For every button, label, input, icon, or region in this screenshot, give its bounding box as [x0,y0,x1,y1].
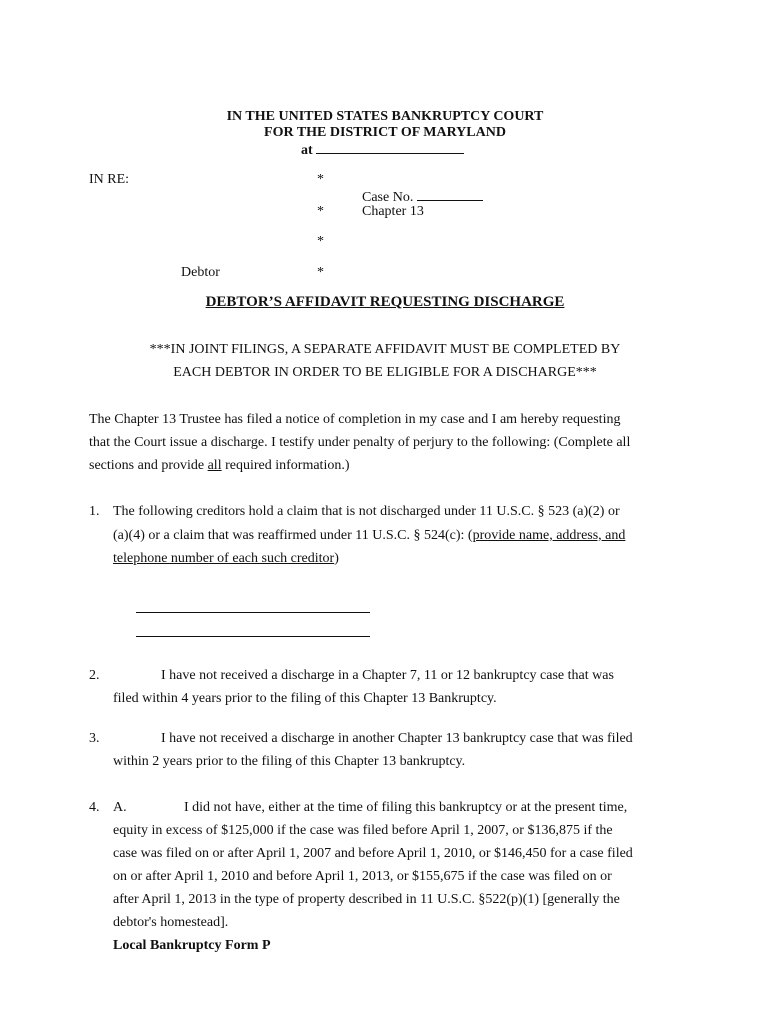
intro-all-emphasis: all [207,458,222,473]
intro-line3-text: sections and provide [89,458,208,473]
caption-star: * [317,234,324,249]
caption-star: * [317,204,324,219]
creditor-blank-line-1[interactable] [136,612,370,613]
item4-line2: equity in excess of $125,000 if the case was filed before April 1, 2007, or $136,875 if the [113,823,613,838]
item4-line5: after April 1, 2013 in the type of property described in 11 U.S.C. §522(p)(1) [generally the [113,892,620,907]
location-blank[interactable] [316,141,464,154]
item2-line1: I have not received a discharge in a Chapter 7, 11 or 12 bankruptcy case that was [161,668,614,683]
item3-line1: I have not received a discharge in another Chapter 13 bankruptcy case that was filed [161,731,633,746]
creditor-blank-line-2[interactable] [136,636,370,637]
caption-star: * [317,265,324,280]
item1-line3-end: ) [334,551,339,566]
intro-line3-end: required information.) [221,458,350,473]
court-title-line2: FOR THE DISTRICT OF MARYLAND [264,125,506,140]
at-label: at [301,143,313,158]
case-no-blank[interactable] [417,188,483,201]
item1-line1: The following creditors hold a claim that is not discharged under 11 U.S.C. § 523 (a)(2) or [113,504,620,519]
item1-instruction-cont: telephone number of each such creditor [113,551,335,566]
item1-line3 [113,551,339,567]
item1-line2-text: (a)(4) or a claim that was reaffirmed under 11 U.S.C. § 524(c): ( [113,528,473,543]
item4-line4: on or after April 1, 2010 and before April 1, 2013, or $155,675 if the case was filed on or [113,869,612,884]
item2-number: 2. [89,668,100,683]
case-no-label: Case No. [362,190,414,205]
form-name: Local Bankruptcy Form P [113,938,271,953]
intro-line3 [89,458,350,474]
item4-line6: debtor's homestead]. [113,915,229,930]
item4-sub-label: A. [113,800,127,815]
joint-filing-notice-line2: EACH DEBTOR IN ORDER TO BE ELIGIBLE FOR A DISCHARGE*** [173,365,597,380]
document-title: DEBTOR’S AFFIDAVIT REQUESTING DISCHARGE [205,294,565,310]
intro-line2: that the Court issue a discharge. I testify under penalty of perjury to the following: (Complete all [89,435,631,450]
caption-star: * [317,172,324,187]
debtor-label: Debtor [181,265,220,280]
in-re-label: IN RE: [89,172,130,187]
item3-number: 3. [89,731,100,746]
court-location [301,141,464,159]
item4-line1: I did not have, either at the time of filing this bankruptcy or at the present time, [184,800,628,815]
item3-line2: within 2 years prior to the filing of this Chapter 13 bankruptcy. [113,754,466,769]
item4-line3: case was filed on or after April 1, 2007 and before April 1, 2010, or $146,450 for a case filed [113,846,633,861]
item2-line2: filed within 4 years prior to the filing of this Chapter 13 Bankruptcy. [113,691,497,706]
item1-line2 [113,528,625,544]
chapter-label: Chapter 13 [362,204,424,219]
item1-instruction: provide name, address, and [472,528,626,543]
item4-number: 4. [89,800,100,815]
item1-number: 1. [89,504,100,519]
court-title-line1: IN THE UNITED STATES BANKRUPTCY COURT [226,109,544,124]
joint-filing-notice-line1: ***IN JOINT FILINGS, A SEPARATE AFFIDAVIT MUST BE COMPLETED BY [149,342,621,357]
intro-line1: The Chapter 13 Trustee has filed a notice of completion in my case and I am hereby requesting [89,412,621,427]
